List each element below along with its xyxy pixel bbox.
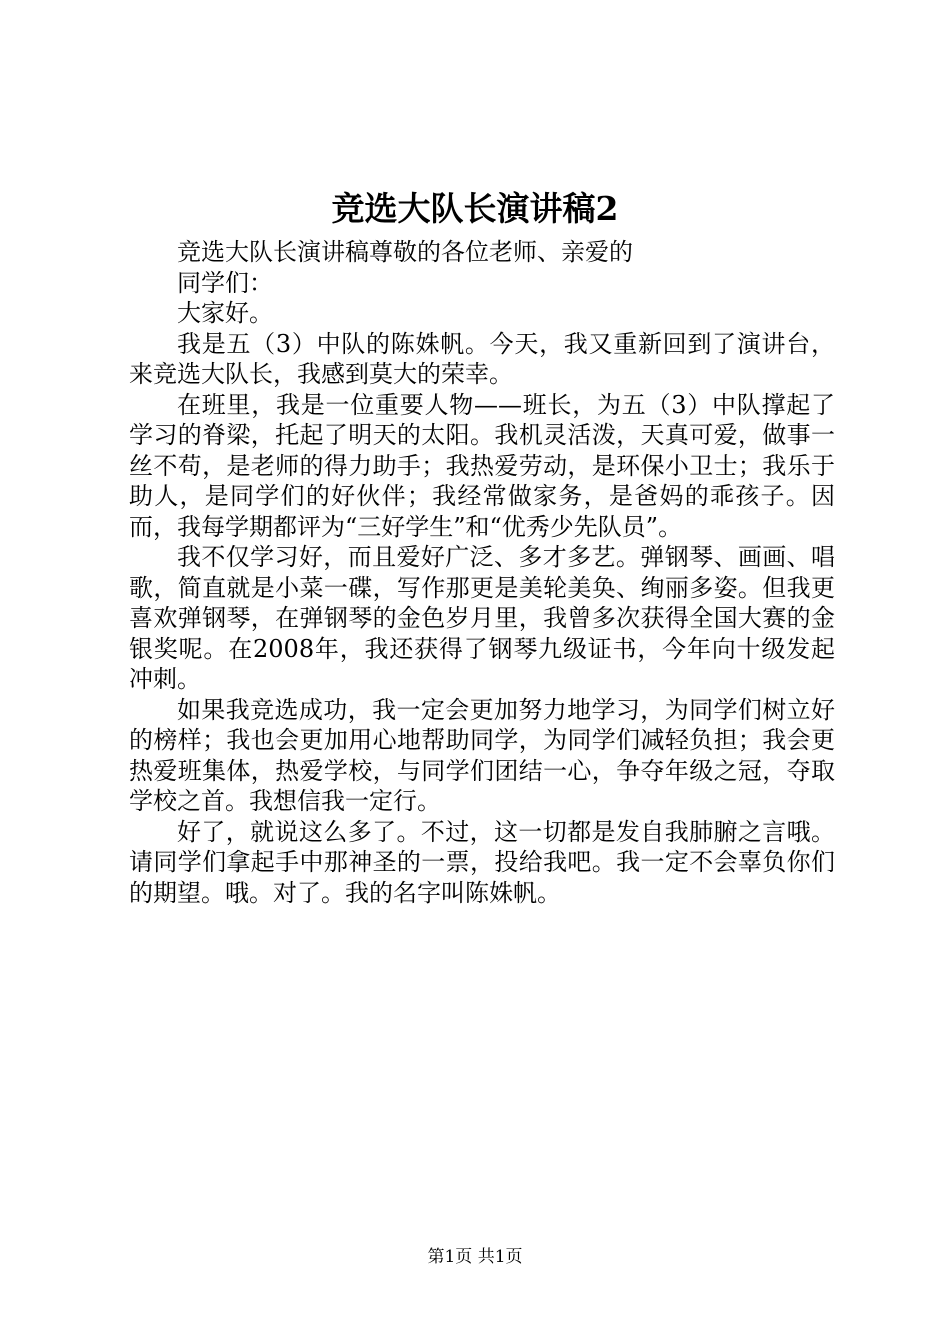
paragraph: 在班里，我是一位重要人物——班长，为五（3）中队撑起了学习的脊梁，托起了明天的太阳。我机灵活泼，天真可爱，做事一丝不苟，是老师的得力助手；我热爱劳动，是环保小卫士；我乐于助人，是同学们的好伙伴；我经常做家务，是爸妈的乖孩子。因而，我每学期都评为“三好学生”和“优秀少先队员”。 <box>129 390 835 541</box>
paragraph: 我是五（3）中队的陈姝帆。今天，我又重新回到了演讲台，来竞选大队长，我感到莫大的荣幸。 <box>129 329 835 388</box>
document-body <box>129 237 835 908</box>
paragraph: 同学们： <box>177 268 273 297</box>
paragraph: 竞选大队长演讲稿尊敬的各位老师、亲爱的 <box>177 238 633 266</box>
paragraph: 大家好。 <box>177 299 273 327</box>
page-footer: 第1页 共1页 <box>427 1247 523 1267</box>
document-title: 竞选大队长演讲稿2 <box>331 189 619 228</box>
paragraph: 我不仅学习好，而且爱好广泛、多才多艺。弹钢琴、画画、唱歌，简直就是小菜一碟，写作那更是美轮美奂、绚丽多姿。但我更喜欢弹钢琴，在弹钢琴的金色岁月里，我曾多次获得全国大赛的金银奖呢。在2008年，我还获得了钢琴九级证书，今年向十级发起冲刺。 <box>129 543 835 693</box>
paragraph: 好了，就说这么多了。不过，这一切都是发自我肺腑之言哦。请同学们拿起手中那神圣的一票，投给我吧。我一定不会辜负你们的期望。哦。对了。我的名字叫陈姝帆。 <box>129 817 835 907</box>
paragraph: 如果我竞选成功，我一定会更加努力地学习，为同学们树立好的榜样；我也会更加用心地帮助同学，为同学们减轻负担；我会更热爱班集体，热爱学校，与同学们团结一心，争夺年级之冠，夺取学校之首。我想信我一定行。 <box>129 695 835 815</box>
